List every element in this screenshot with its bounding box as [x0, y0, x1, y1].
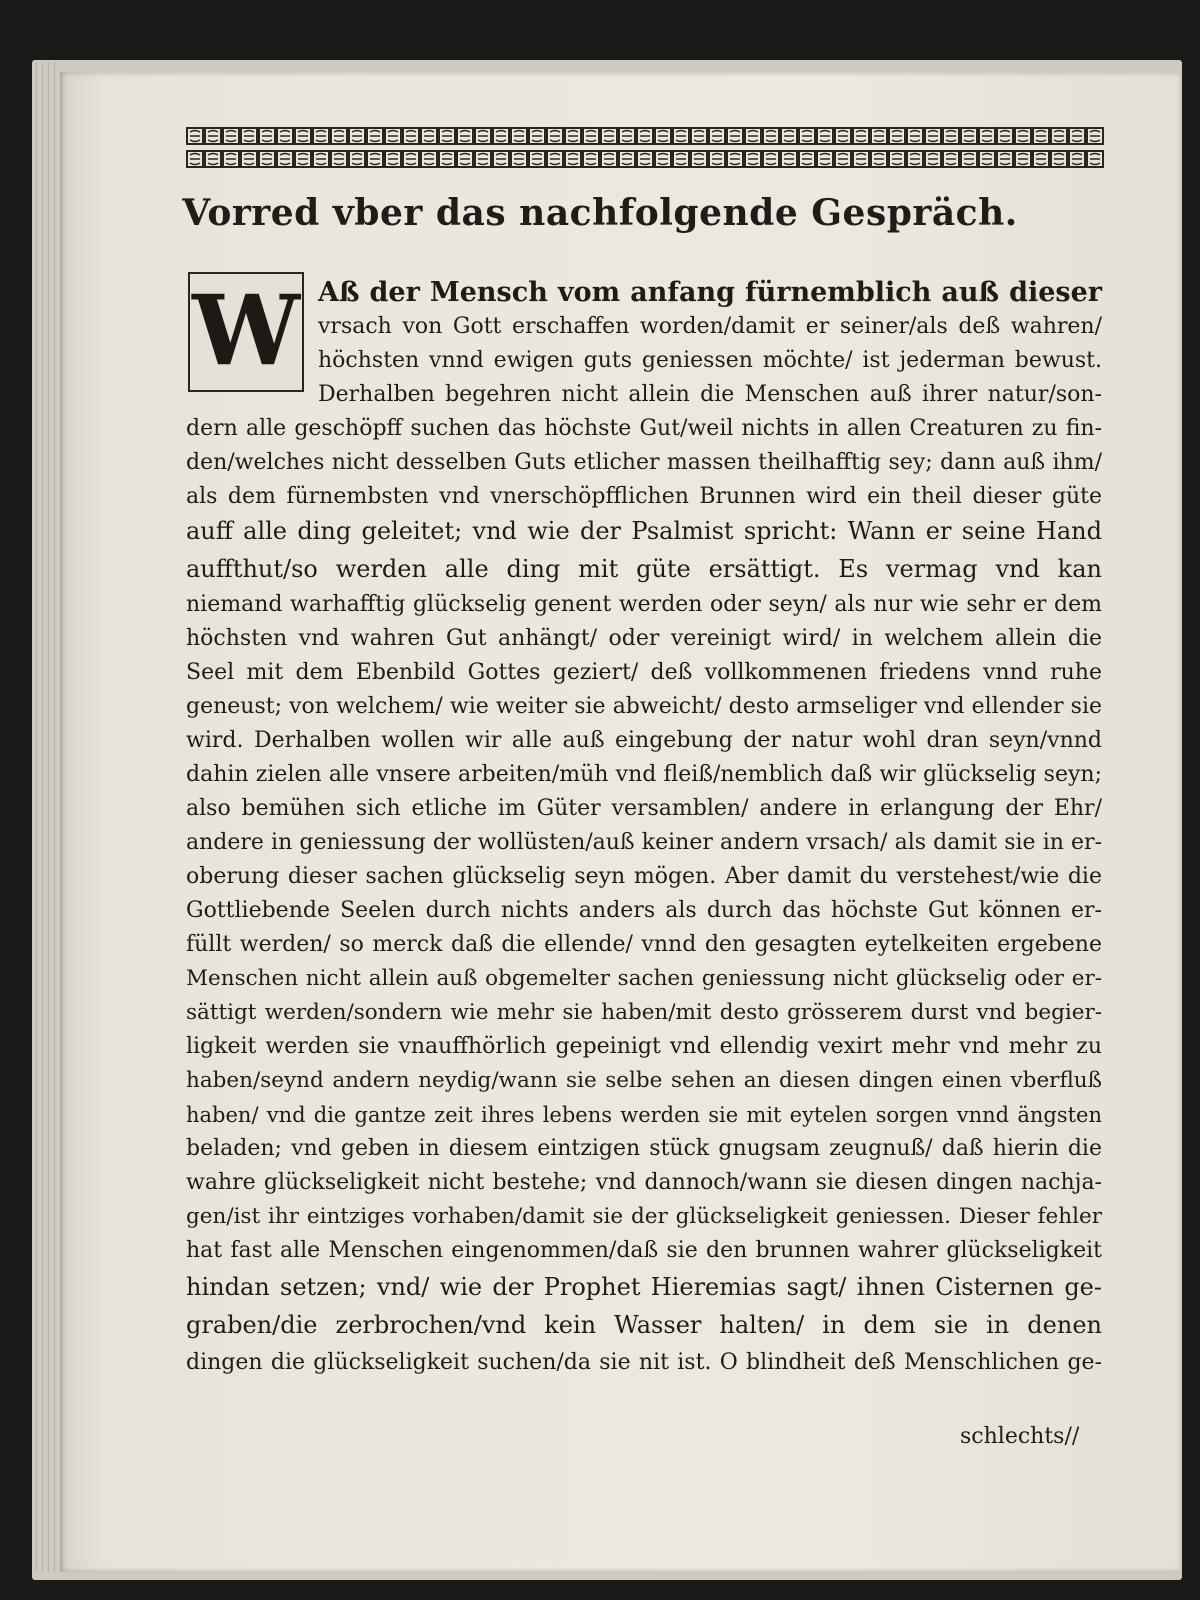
text-line: wahre glückseligkeit nicht bestehe; vnd dannoch/wann sie diesen dingen nachja- [186, 1170, 1102, 1195]
text-line: den/welches nicht desselben Guts etlicher massen theilhafftig sey; dann auß ihm/ [186, 450, 1102, 475]
text-line: auffthut/so werden alle ding mit güte ersättigt. Es vermag vnd kan [186, 555, 1102, 583]
text-line: höchsten vnnd ewigen guts geniessen möchte/ ist jederman bewust. [318, 348, 1102, 373]
text-line: vrsach von Gott erschaffen worden/damit er seiner/als deß wahren/ [318, 314, 1102, 339]
text-line: Derhalben begehren nicht allein die Menschen auß ihrer natur/son- [318, 382, 1102, 407]
text-line: dern alle geschöpff suchen das höchste Gut/weil nichts in allen Creaturen zu fin- [186, 416, 1102, 441]
text-line: Gottliebende Seelen durch nichts anders als durch das höchste Gut können er- [186, 898, 1102, 923]
text-line: hat fast alle Menschen eingenommen/daß sie den brunnen wahrer glückseligkeit [186, 1238, 1102, 1263]
text-line: haben/seynd andern neydig/wann sie selbe sehen an diesen dingen einen vberfluß [186, 1068, 1102, 1093]
text-line: sättigt werden/sondern wie mehr sie haben/mit desto grösserem durst vnd begier- [186, 1000, 1102, 1025]
text-line: haben/ vnd die gantze zeit ihres lebens werden sie mit eytelen sorgen vnnd ängsten [186, 1103, 1102, 1127]
text-line: hindan setzen; vnd/ wie der Prophet Hieremias sagt/ ihnen Cisternen ge- [186, 1273, 1102, 1301]
initial-letter: W [192, 274, 300, 387]
text-line: auff alle ding geleitet; vnd wie der Psalmist spricht: Wann er seine Hand [186, 517, 1102, 545]
text-line: Aß der Mensch vom anfang fürnemblich auß dieser [318, 277, 1102, 308]
text-line: Menschen nicht allein auß obgemelter sachen geniessung nicht glückselig oder er- [186, 966, 1102, 991]
text-line: oberung dieser sachen glückselig seyn mögen. Aber damit du verstehest/wie die [186, 864, 1102, 889]
text-line: also bemühen sich etliche im Güter versamblen/ andere in erlangung der Ehr/ [186, 796, 1102, 821]
text-line: füllt werden/ so merck daß die ellende/ vnnd den gesagten eytelkeiten ergebene [186, 932, 1102, 957]
text-line: ligkeit werden sie vnauffhörlich gepeinigt vnd ellendig vexirt mehr vnd mehr zu [186, 1034, 1102, 1059]
text-line: beladen; vnd geben in diesem eintzigen stück gnugsam zeugnuß/ daß hierin die [186, 1136, 1102, 1161]
text-line: gen/ist ihr eintziges vorhaben/damit sie der glückseligkeit geniessen. Dieser fehler [186, 1204, 1102, 1229]
text-line: höchsten vnd wahren Gut anhängt/ oder vereinigt wird/ in welchem allein die [186, 626, 1102, 651]
text-line: andere in geniessung der wollüsten/auß keiner andern vrsach/ als damit sie in er- [186, 830, 1102, 855]
preface-title: Vorred vber das nachfolgende Gespräch. [182, 192, 1018, 234]
text-line: graben/die zerbrochen/vnd kein Wasser halten/ in dem sie in denen [186, 1311, 1102, 1339]
text-line: als dem fürnembsten vnd vnerschöpfflichen Brunnen wird ein theil dieser güte [186, 484, 1102, 509]
text-line: niemand warhafftig glückselig genent werden oder seyn/ als nur wie sehr er dem [186, 592, 1102, 617]
catchword: schlechts// [960, 1424, 1080, 1449]
text-line: wird. Derhalben wollen wir alle auß eingebung der natur wohl dran seyn/vnnd [186, 728, 1102, 753]
text-line: dahin zielen alle vnsere arbeiten/müh vnd fleiß/nemblich daß wir glückselig seyn; [186, 762, 1102, 787]
text-line: Seel mit dem Ebenbild Gottes geziert/ deß vollkommenen friedens vnnd ruhe [186, 660, 1102, 685]
text-line: dingen die glückseligkeit suchen/da sie nit ist. O blindheit deß Menschlichen ge- [186, 1350, 1102, 1375]
text-line: geneust; von welchem/ wie weiter sie abweicht/ desto armseliger vnd ellender sie [186, 694, 1102, 719]
